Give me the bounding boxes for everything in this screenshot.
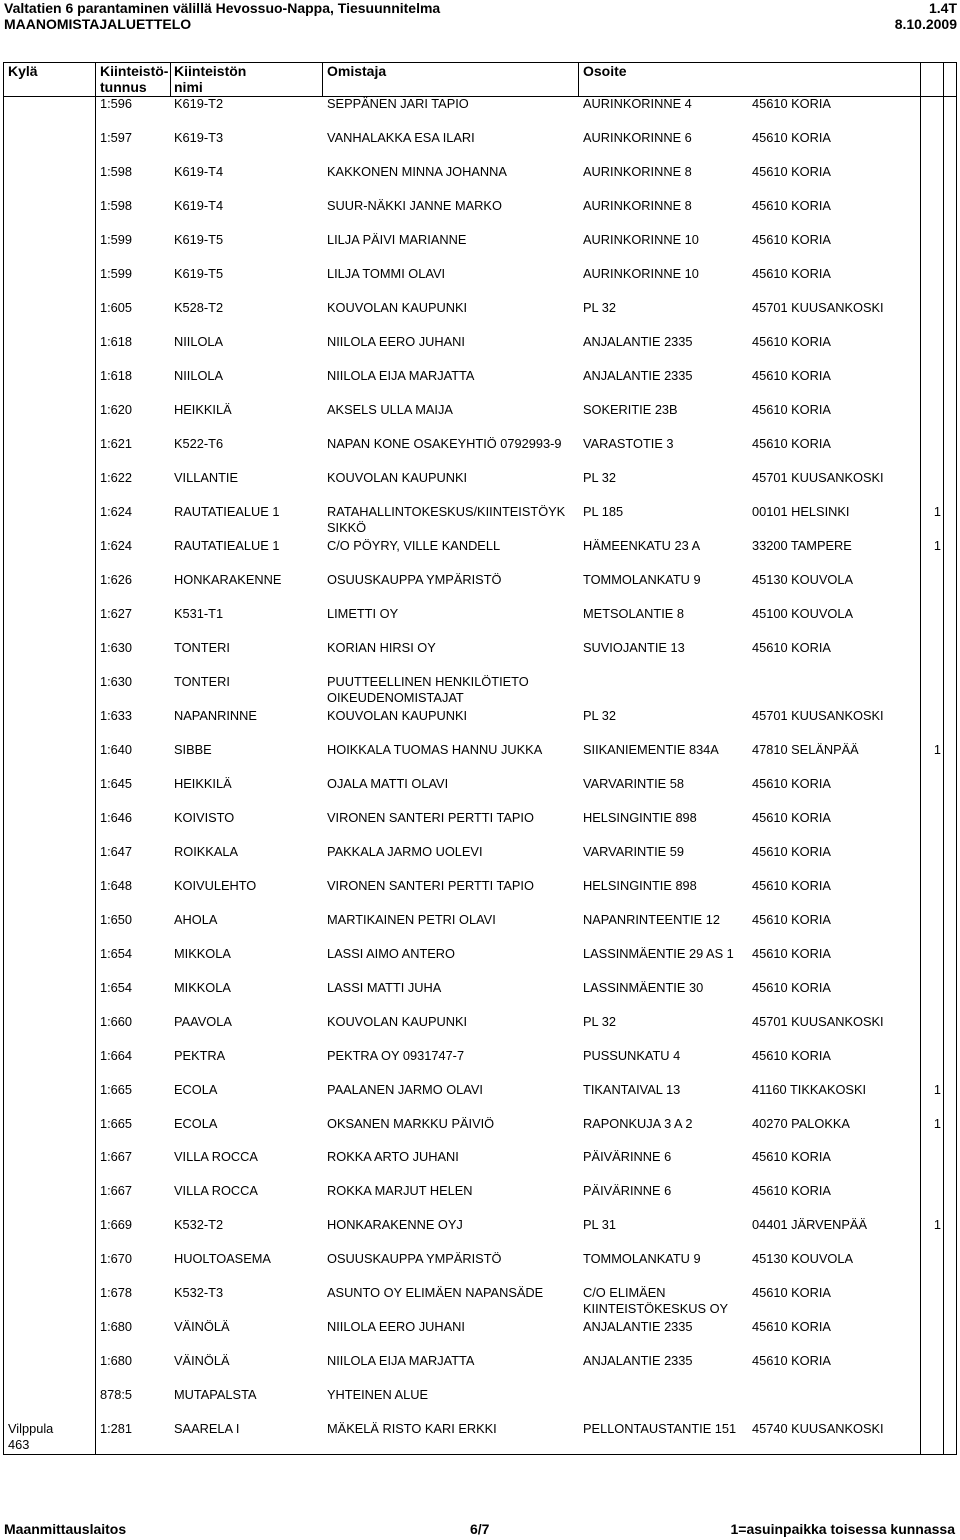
cell-merkinta: 1 (933, 504, 941, 520)
cell-postitoimipaikka: 45130 KOUVOLA (752, 571, 854, 587)
cell-kiinteistotunnus: 1:618 (100, 334, 133, 350)
cell-omistaja: VIRONEN SANTERI PERTTI TAPIO (327, 809, 534, 825)
cell-postitoimipaikka: 45610 KORIA (752, 979, 831, 995)
cell-omistaja: RATAHALLINTOKESKUS/KIINTEISTÖYK SIKKÖ (327, 504, 566, 536)
cell-osoite: METSOLANTIE 8 (583, 605, 684, 621)
table-row (0, 96, 960, 130)
cell-omistaja: MÄKELÄ RISTO KARI ERKKI (327, 1421, 497, 1437)
cell-omistaja: PUUTTEELLINEN HENKILÖTIETO OIKEUDENOMISTAJAT (327, 673, 529, 705)
table-row (0, 572, 960, 606)
cell-kiinteiston-nimi: RAUTATIEALUE 1 (174, 538, 280, 553)
table-row (0, 300, 960, 334)
table-row (0, 1319, 960, 1353)
cell-kiinteistotunnus: 1:626 (100, 571, 133, 587)
table-row (0, 334, 960, 368)
cell-kiinteistotunnus: 1:646 (100, 809, 133, 825)
cell-osoite: TOMMOLANKATU 9 (583, 571, 701, 587)
cell-postitoimipaikka: 41160 TIKKAKOSKI (752, 1081, 867, 1097)
table-row (0, 198, 960, 232)
cell-kiinteiston-nimi: RAUTATIEALUE 1 (174, 504, 280, 520)
cell-omistaja: ASUNTO OY ELIMÄEN NAPANSÄDE (327, 1285, 544, 1301)
cell-kiinteistotunnus: 1:654 (100, 979, 133, 995)
cell-omistaja: LASSI AIMO ANTERO (327, 945, 456, 961)
cell-kiinteistotunnus: 1:630 (100, 639, 133, 655)
table-row (0, 1149, 960, 1183)
cell-omistaja: VIRONEN SANTERI PERTTI TAPIO (327, 877, 534, 893)
table-row (0, 436, 960, 470)
cell-postitoimipaikka: 40270 PALOKKA (752, 1115, 850, 1131)
column-header-kiinteistotunnus-line2: tunnus (100, 79, 147, 95)
table-row (0, 266, 960, 300)
cell-kyla: Vilppula 463 (8, 1421, 54, 1453)
cell-postitoimipaikka: 45610 KORIA (752, 1353, 831, 1369)
cell-omistaja: OSUUSKAUPPA YMPÄRISTÖ (327, 571, 502, 587)
cell-kiinteistotunnus: 1:281 (100, 1421, 133, 1437)
cell-omistaja: NAPAN KONE OSAKEYHTIÖ 0792993-9 (327, 436, 562, 452)
cell-kiinteiston-nimi: KOIVULEHTO (174, 877, 257, 893)
cell-kiinteistotunnus: 1:621 (100, 436, 133, 452)
cell-osoite: AURINKORINNE 10 (583, 232, 699, 248)
table-row (0, 164, 960, 198)
cell-merkinta: 1 (933, 1115, 941, 1131)
cell-kiinteiston-nimi: TONTERI (174, 673, 230, 689)
cell-postitoimipaikka: 45610 KORIA (752, 1319, 831, 1335)
table-row (0, 1082, 960, 1116)
cell-osoite: ANJALANTIE 2335 (583, 1319, 693, 1335)
cell-omistaja: LIMETTI OY (327, 605, 399, 621)
cell-kiinteistotunnus: 1:597 (100, 130, 133, 146)
cell-postitoimipaikka: 33200 TAMPERE (752, 538, 852, 553)
cell-postitoimipaikka: 45701 KUUSANKOSKI (752, 300, 884, 316)
table-row (0, 1116, 960, 1150)
cell-kiinteistotunnus: 1:660 (100, 1013, 133, 1029)
cell-postitoimipaikka: 45610 KORIA (752, 1183, 831, 1199)
cell-omistaja: MARTIKAINEN PETRI OLAVI (327, 911, 496, 927)
cell-osoite: SUVIOJANTIE 13 (583, 639, 685, 655)
cell-omistaja: HOIKKALA TUOMAS HANNU JUKKA (327, 741, 543, 757)
cell-kiinteiston-nimi: VILLANTIE (174, 470, 239, 486)
cell-kiinteiston-nimi: AHOLA (174, 911, 218, 927)
cell-kiinteiston-nimi: HEIKKILÄ (174, 402, 232, 418)
cell-kiinteiston-nimi: ROIKKALA (174, 843, 239, 859)
cell-osoite: PÄIVÄRINNE 6 (583, 1183, 672, 1199)
cell-kiinteistotunnus: 1:648 (100, 877, 133, 893)
table-row (0, 878, 960, 912)
table-row (0, 470, 960, 504)
table-row (0, 606, 960, 640)
table-row (0, 1387, 960, 1421)
table-row (0, 1183, 960, 1217)
cell-kiinteistotunnus: 1:598 (100, 164, 133, 180)
cell-osoite: PL 32 (583, 1013, 616, 1029)
cell-kiinteiston-nimi: MIKKOLA (174, 979, 231, 995)
cell-postitoimipaikka: 45610 KORIA (752, 164, 831, 180)
table-row (0, 674, 960, 708)
cell-kiinteistotunnus: 1:664 (100, 1047, 133, 1063)
table-row (0, 1421, 960, 1455)
cell-postitoimipaikka: 45610 KORIA (752, 368, 831, 384)
cell-osoite: PL 32 (583, 300, 616, 316)
cell-omistaja: PAALANEN JARMO OLAVI (327, 1081, 483, 1097)
table-row (0, 504, 960, 538)
cell-postitoimipaikka: 45130 KOUVOLA (752, 1251, 854, 1267)
table-row (0, 130, 960, 164)
cell-osoite: ANJALANTIE 2335 (583, 1353, 693, 1369)
cell-postitoimipaikka: 45610 KORIA (752, 198, 831, 214)
cell-kiinteistotunnus: 1:627 (100, 605, 133, 621)
table-row (0, 1014, 960, 1048)
cell-kiinteistotunnus: 1:667 (100, 1149, 133, 1165)
table-row (0, 1217, 960, 1251)
cell-postitoimipaikka: 45610 KORIA (752, 402, 831, 418)
cell-omistaja: LILJA TOMMI OLAVI (327, 266, 446, 282)
table-row (0, 232, 960, 266)
cell-postitoimipaikka: 47810 SELÄNPÄÄ (752, 741, 859, 757)
cell-kiinteiston-nimi: K619-T3 (174, 130, 224, 146)
cell-omistaja: NIILOLA EERO JUHANI (327, 1319, 465, 1335)
cell-kiinteiston-nimi: VÄINÖLÄ (174, 1319, 230, 1335)
cell-kiinteiston-nimi: HUOLTOASEMA (174, 1251, 271, 1267)
cell-postitoimipaikka: 45701 KUUSANKOSKI (752, 707, 884, 723)
cell-kiinteiston-nimi: MUTAPALSTA (174, 1387, 257, 1403)
cell-omistaja: OJALA MATTI OLAVI (327, 775, 449, 791)
cell-postitoimipaikka: 45610 KORIA (752, 1285, 831, 1301)
cell-omistaja: YHTEINEN ALUE (327, 1387, 428, 1403)
cell-osoite: RAPONKUJA 3 A 2 (583, 1115, 693, 1131)
cell-osoite: LASSINMÄENTIE 29 AS 1 (583, 945, 734, 961)
cell-osoite: LASSINMÄENTIE 30 (583, 979, 704, 995)
cell-osoite: AURINKORINNE 4 (583, 96, 692, 112)
cell-postitoimipaikka: 45610 KORIA (752, 775, 831, 791)
cell-kiinteiston-nimi: K619-T4 (174, 198, 224, 214)
cell-kiinteistotunnus: 1:647 (100, 843, 133, 859)
cell-merkinta: 1 (933, 1081, 941, 1097)
cell-kiinteistotunnus: 878:5 (100, 1387, 133, 1403)
cell-kiinteiston-nimi: PAAVOLA (174, 1013, 232, 1029)
table-row (0, 538, 960, 572)
document-title: Valtatien 6 parantaminen välillä Hevossuo-Nappa, Tiesuunnitelma (4, 0, 441, 16)
table-row (0, 1048, 960, 1082)
cell-postitoimipaikka: 45610 KORIA (752, 945, 831, 961)
cell-osoite: PL 31 (583, 1217, 616, 1233)
cell-osoite: NAPANRINTEENTIE 12 (583, 911, 721, 927)
column-header-omistaja: Omistaja (327, 63, 387, 79)
table-row (0, 1251, 960, 1285)
cell-postitoimipaikka: 45610 KORIA (752, 809, 831, 825)
cell-postitoimipaikka: 00101 HELSINKI (752, 504, 850, 520)
cell-postitoimipaikka: 45610 KORIA (752, 232, 831, 248)
cell-osoite: PÄIVÄRINNE 6 (583, 1149, 672, 1165)
cell-osoite: PUSSUNKATU 4 (583, 1047, 681, 1063)
cell-kiinteiston-nimi: SAARELA I (174, 1421, 240, 1437)
cell-kiinteiston-nimi: NIILOLA (174, 368, 224, 384)
cell-kiinteistotunnus: 1:596 (100, 96, 133, 112)
cell-omistaja: HONKARAKENNE OYJ (327, 1217, 463, 1233)
cell-kiinteistotunnus: 1:640 (100, 741, 133, 757)
cell-kiinteiston-nimi: K619-T5 (174, 232, 224, 248)
cell-osoite: SIIKANIEMENTIE 834A (583, 741, 719, 757)
column-header-kyla: Kylä (8, 63, 38, 79)
cell-merkinta: 1 (933, 741, 941, 757)
cell-kiinteistotunnus: 1:667 (100, 1183, 133, 1199)
cell-kiinteiston-nimi: HONKARAKENNE (174, 571, 282, 587)
cell-kiinteiston-nimi: ECOLA (174, 1081, 218, 1097)
cell-kiinteiston-nimi: MIKKOLA (174, 945, 231, 961)
cell-postitoimipaikka: 45610 KORIA (752, 130, 831, 146)
cell-postitoimipaikka: 45610 KORIA (752, 1047, 831, 1063)
cell-osoite: AURINKORINNE 6 (583, 130, 692, 146)
column-header-osoite: Osoite (583, 63, 627, 79)
cell-omistaja: OKSANEN MARKKU PÄIVIÖ (327, 1115, 495, 1131)
cell-kiinteistotunnus: 1:678 (100, 1285, 133, 1301)
cell-osoite: AURINKORINNE 8 (583, 198, 692, 214)
table-row (0, 946, 960, 980)
cell-osoite: HÄMEENKATU 23 A (583, 538, 701, 553)
table-row (0, 368, 960, 402)
table-row (0, 640, 960, 674)
footer-legend: 1=asuinpaikka toisessa kunnassa (730, 1521, 955, 1537)
table-row (0, 980, 960, 1014)
cell-kiinteiston-nimi: K522-T6 (174, 436, 224, 452)
cell-postitoimipaikka: 45610 KORIA (752, 877, 831, 893)
column-header-kiinteistotunnus: Kiinteistö- (100, 63, 169, 79)
cell-osoite: AURINKORINNE 8 (583, 164, 692, 180)
cell-kiinteistotunnus: 1:599 (100, 232, 133, 248)
cell-osoite: HELSINGINTIE 898 (583, 877, 697, 893)
cell-kiinteistotunnus: 1:622 (100, 470, 133, 486)
cell-omistaja: LASSI MATTI JUHA (327, 979, 442, 995)
cell-postitoimipaikka: 45610 KORIA (752, 96, 831, 112)
cell-kiinteistotunnus: 1:624 (100, 504, 133, 520)
cell-kiinteistotunnus: 1:654 (100, 945, 133, 961)
cell-omistaja: VANHALAKKA ESA ILARI (327, 130, 475, 146)
cell-omistaja: KAKKONEN MINNA JOHANNA (327, 164, 507, 180)
cell-osoite: AURINKORINNE 10 (583, 266, 699, 282)
table-row (0, 912, 960, 946)
cell-postitoimipaikka: 45610 KORIA (752, 843, 831, 859)
cell-postitoimipaikka: 45701 KUUSANKOSKI (752, 1013, 884, 1029)
cell-merkinta: 1 (933, 1217, 941, 1233)
cell-osoite: PELLONTAUSTANTIE 151 (583, 1421, 737, 1437)
cell-kiinteiston-nimi: K531-T1 (174, 605, 224, 621)
cell-omistaja: ROKKA ARTO JUHANI (327, 1149, 459, 1165)
cell-osoite: C/O ELIMÄEN KIINTEISTÖKESKUS OY (583, 1285, 729, 1317)
cell-postitoimipaikka: 45100 KOUVOLA (752, 605, 854, 621)
cell-kiinteiston-nimi: NIILOLA (174, 334, 224, 350)
cell-osoite: HELSINGINTIE 898 (583, 809, 697, 825)
cell-omistaja: C/O PÖYRY, VILLE KANDELL (327, 538, 501, 553)
cell-postitoimipaikka: 45610 KORIA (752, 266, 831, 282)
document-code: 1.4T (928, 0, 957, 16)
cell-osoite: TIKANTAIVAL 13 (583, 1081, 681, 1097)
cell-omistaja: PEKTRA OY 0931747-7 (327, 1047, 465, 1063)
cell-kiinteistotunnus: 1:669 (100, 1217, 133, 1233)
column-header-kiinteiston-nimi-line2: nimi (174, 79, 203, 95)
cell-kiinteistotunnus: 1:630 (100, 673, 133, 689)
cell-osoite: VARVARINTIE 59 (583, 843, 684, 859)
cell-osoite: PL 185 (583, 504, 624, 520)
cell-kiinteistotunnus: 1:680 (100, 1353, 133, 1369)
cell-kiinteiston-nimi: PEKTRA (174, 1047, 226, 1063)
cell-postitoimipaikka: 45740 KUUSANKOSKI (752, 1421, 884, 1437)
cell-kiinteiston-nimi: K532-T2 (174, 1217, 224, 1233)
table-row (0, 1353, 960, 1387)
cell-omistaja: SUUR-NÄKKI JANNE MARKO (327, 198, 502, 214)
cell-kiinteiston-nimi: VILLA ROCCA (174, 1183, 258, 1199)
cell-kiinteistotunnus: 1:620 (100, 402, 133, 418)
cell-kiinteiston-nimi: K619-T5 (174, 266, 224, 282)
cell-kiinteiston-nimi: VÄINÖLÄ (174, 1353, 230, 1369)
cell-osoite: ANJALANTIE 2335 (583, 368, 693, 384)
cell-osoite: SOKERITIE 23B (583, 402, 678, 418)
cell-postitoimipaikka: 45610 KORIA (752, 1149, 831, 1165)
cell-omistaja: OSUUSKAUPPA YMPÄRISTÖ (327, 1251, 502, 1267)
cell-kiinteiston-nimi: TONTERI (174, 639, 230, 655)
cell-omistaja: SEPPÄNEN JARI TAPIO (327, 96, 469, 112)
document-subtitle: MAANOMISTAJALUETTELO (4, 16, 192, 32)
cell-osoite: VARVARINTIE 58 (583, 775, 684, 791)
cell-merkinta: 1 (933, 538, 941, 553)
cell-kiinteiston-nimi: NAPANRINNE (174, 707, 257, 723)
column-header-kiinteiston-nimi: Kiinteistön (174, 63, 247, 79)
cell-omistaja: KOUVOLAN KAUPUNKI (327, 707, 468, 723)
cell-postitoimipaikka: 45610 KORIA (752, 334, 831, 350)
cell-kiinteistotunnus: 1:665 (100, 1115, 133, 1131)
cell-kiinteiston-nimi: VILLA ROCCA (174, 1149, 258, 1165)
cell-kiinteiston-nimi: HEIKKILÄ (174, 775, 232, 791)
table-row (0, 1285, 960, 1319)
footer-organization: Maanmittauslaitos (4, 1521, 127, 1537)
cell-omistaja: KOUVOLAN KAUPUNKI (327, 1013, 468, 1029)
table-row (0, 776, 960, 810)
table-row (0, 810, 960, 844)
cell-omistaja: LILJA PÄIVI MARIANNE (327, 232, 467, 248)
cell-omistaja: NIILOLA EIJA MARJATTA (327, 1353, 475, 1369)
cell-kiinteistotunnus: 1:680 (100, 1319, 133, 1335)
cell-kiinteistotunnus: 1:598 (100, 198, 133, 214)
cell-omistaja: AKSELS ULLA MAIJA (327, 402, 453, 418)
cell-osoite: TOMMOLANKATU 9 (583, 1251, 701, 1267)
cell-kiinteistotunnus: 1:633 (100, 707, 133, 723)
cell-kiinteistotunnus: 1:624 (100, 538, 133, 553)
cell-omistaja: KOUVOLAN KAUPUNKI (327, 300, 468, 316)
cell-kiinteiston-nimi: ECOLA (174, 1115, 218, 1131)
cell-kiinteistotunnus: 1:665 (100, 1081, 133, 1097)
cell-kiinteistotunnus: 1:645 (100, 775, 133, 791)
cell-kiinteistotunnus: 1:650 (100, 911, 133, 927)
table-row (0, 402, 960, 436)
cell-postitoimipaikka: 45610 KORIA (752, 639, 831, 655)
cell-omistaja: KOUVOLAN KAUPUNKI (327, 470, 468, 486)
cell-omistaja: PAKKALA JARMO UOLEVI (327, 843, 483, 859)
cell-omistaja: KORIAN HIRSI OY (327, 639, 436, 655)
cell-omistaja: NIILOLA EIJA MARJATTA (327, 368, 475, 384)
cell-osoite: VARASTOTIE 3 (583, 436, 674, 452)
document-date: 8.10.2009 (894, 16, 957, 32)
cell-postitoimipaikka: 45610 KORIA (752, 436, 831, 452)
cell-kiinteistotunnus: 1:605 (100, 300, 133, 316)
table-row (0, 844, 960, 878)
cell-kiinteistotunnus: 1:618 (100, 368, 133, 384)
table-row (0, 742, 960, 776)
cell-kiinteistotunnus: 1:670 (100, 1251, 133, 1267)
cell-kiinteiston-nimi: K528-T2 (174, 300, 224, 316)
cell-omistaja: NIILOLA EERO JUHANI (327, 334, 465, 350)
cell-osoite: PL 32 (583, 470, 616, 486)
cell-kiinteiston-nimi: K619-T2 (174, 96, 224, 112)
cell-postitoimipaikka: 04401 JÄRVENPÄÄ (752, 1217, 868, 1233)
cell-kiinteistotunnus: 1:599 (100, 266, 133, 282)
cell-omistaja: ROKKA MARJUT HELEN (327, 1183, 473, 1199)
cell-osoite: PL 32 (583, 707, 616, 723)
cell-postitoimipaikka: 45610 KORIA (752, 911, 831, 927)
table-row (0, 708, 960, 742)
cell-postitoimipaikka: 45701 KUUSANKOSKI (752, 470, 884, 486)
page-number: 6/7 (470, 1521, 490, 1537)
cell-kiinteiston-nimi: K619-T4 (174, 164, 224, 180)
cell-kiinteiston-nimi: K532-T3 (174, 1285, 224, 1301)
cell-kiinteiston-nimi: SIBBE (174, 741, 212, 757)
cell-kiinteiston-nimi: KOIVISTO (174, 809, 235, 825)
cell-osoite: ANJALANTIE 2335 (583, 334, 693, 350)
